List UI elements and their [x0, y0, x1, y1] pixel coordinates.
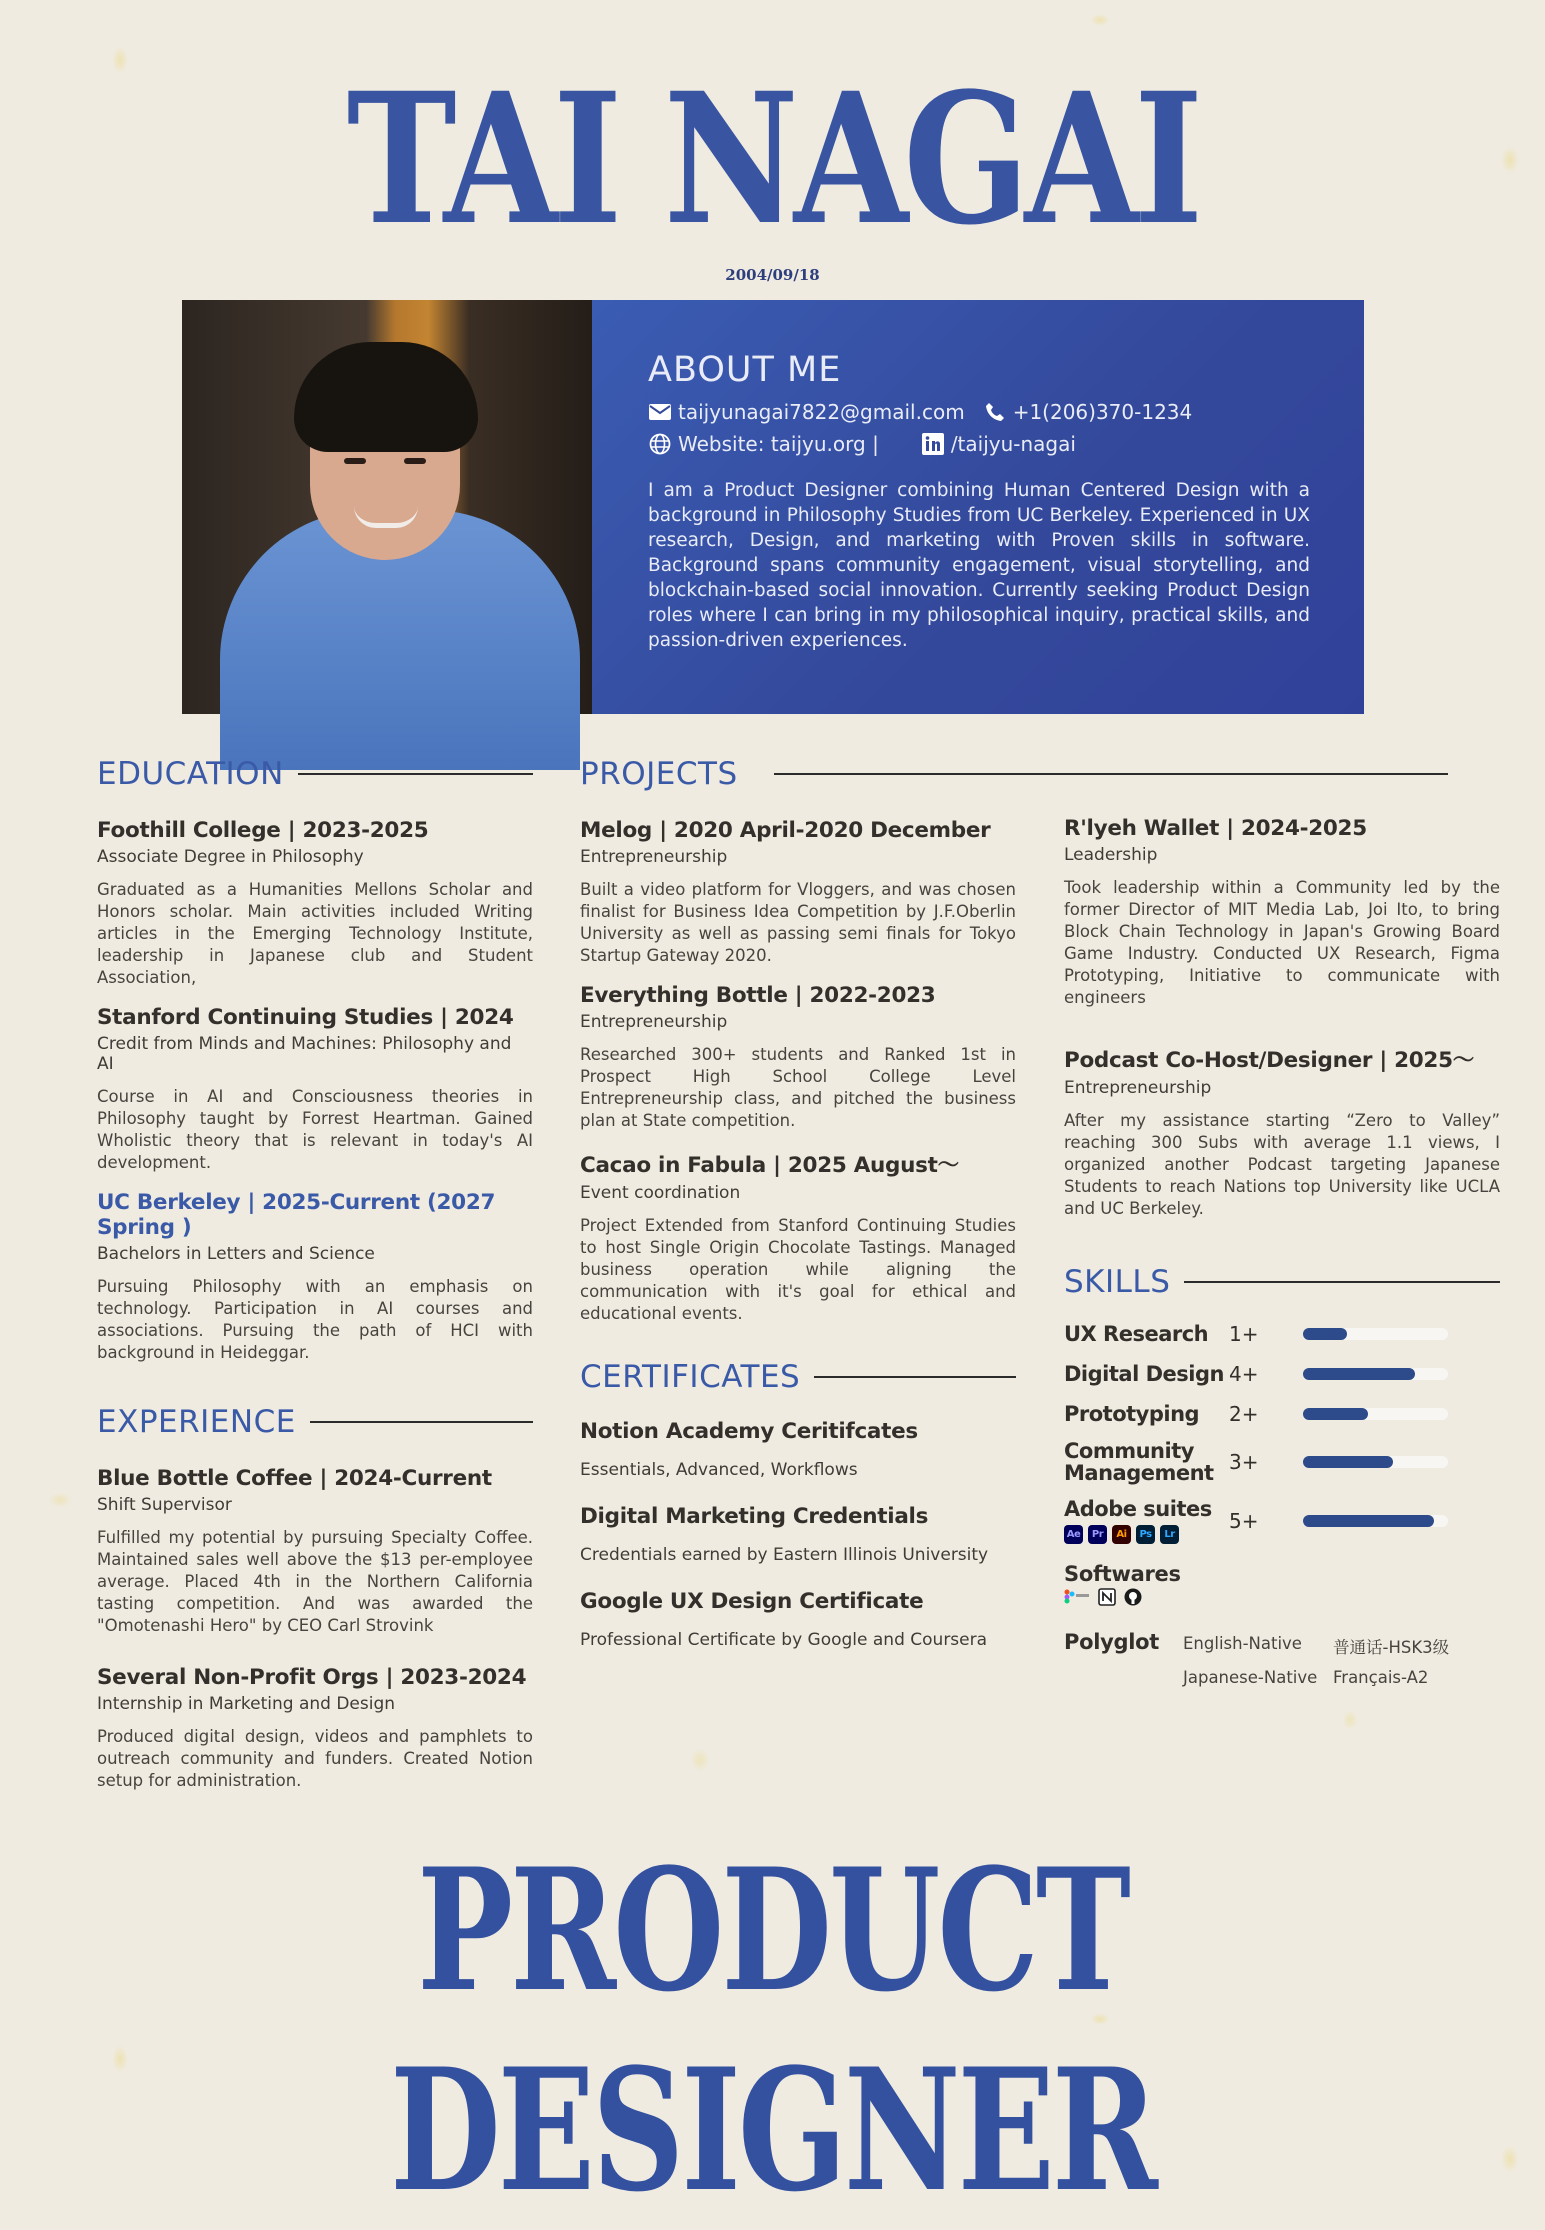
- experience-item: Blue Bottle Coffee | 2024-Current Shift Supervisor Fulfilled my potential by pursuing Specialty Coffee. Maintained sales well above the $13 per-employee average. Placed 4th in the Northern California tasting competition. And was awarded the "Omotenashi Hero" by CEO Carl Strovink: [97, 1466, 533, 1635]
- adobe-badges: [1064, 1525, 1229, 1544]
- polyglot-block: Polyglot English-Native 普通话-HSK3级 Japanese-Native Français-A2: [1064, 1630, 1500, 1687]
- figma-icon: [1064, 1588, 1090, 1610]
- skill-bar: [1303, 1368, 1448, 1380]
- certificate-item: Google UX Design Certificate Professional Certificate by Google and Coursera: [580, 1589, 988, 1650]
- globe-icon: [648, 432, 672, 456]
- project-item: Melog | 2020 April-2020 December Entrepreneurship Built a video platform for Vloggers, and was chosen finalist for Business Idea Competition by J.F.Oberlin University as well as passing semi finals for Tokyo Startup Gateway 2020.: [580, 818, 1016, 965]
- skill-bar: [1303, 1515, 1448, 1527]
- skill-row: Digital Design 4+: [1064, 1362, 1500, 1386]
- footer-title: PRODUCT DESIGNER: [390, 1831, 1155, 2229]
- middle-column: [580, 756, 1016, 1650]
- phone-icon: [983, 400, 1007, 424]
- projects-heading: PROJECTS: [580, 756, 1016, 792]
- about-me-heading: ABOUT ME: [648, 350, 842, 390]
- project-item: Cacao in Fabula | 2025 August〜 Event coordination Project Extended from Stanford Continuing Studies to host Single Origin Chocolate Tastings. Managed business operation while aligning the communication with it's goal for ethical and educational events.: [580, 1153, 1016, 1323]
- about-me-panel: [592, 300, 1364, 714]
- illustrator-icon: Ai: [1112, 1525, 1131, 1544]
- experience-item: Several Non-Profit Orgs | 2023-2024 Internship in Marketing and Design Produced digital design, videos and pamphlets to outreach community and funders. Created Notion setup for administration.: [97, 1665, 533, 1790]
- skill-row: Community Management 3+: [1064, 1440, 1500, 1484]
- website-link[interactable]: Website: taijyu.org |: [678, 432, 879, 456]
- notion-icon: [1098, 1588, 1116, 1610]
- certificate-item: Notion Academy Ceritifcates Essentials, Advanced, Workflows: [580, 1419, 918, 1480]
- language-french: Français-A2: [1333, 1668, 1429, 1687]
- phone-number[interactable]: +1(206)370-1234: [1012, 400, 1193, 424]
- skill-bar: [1303, 1408, 1448, 1420]
- project-item: R'lyeh Wallet | 2024-2025 Leadership Took leadership within a Community led by the former Director of MIT Media Lab, Joi Ito, to bring Block Chain Technology in Japan's Growing Board Game Industry. Conducted UX Research, Figma Prototyping, Initiative to communicate with engineers: [1064, 816, 1500, 1007]
- education-item: Foothill College | 2023-2025 Associate Degree in Philosophy Graduated as a Humanities Mellons Scholar and Honors scholar. Main activities included Writing articles in the Emerging Technology Institute, leadership in Japanese club and Student Association,: [97, 818, 533, 987]
- project-item: Podcast Co-Host/Designer | 2025〜 Entrepreneurship After my assistance starting “Zero to Valley” reaching 300 Subs with average 1.1 views, I organized another Podcast targeting Japanese Students to reach Nations top University like UCLA and UC Berkeley.: [1064, 1048, 1500, 1218]
- project-item: Everything Bottle | 2022-2023 Entrepreneurship Researched 300+ students and Ranked 1st in Prospect High School College Level Entrepreneurship class, and pitched the business plan at State competition.: [580, 983, 1016, 1130]
- softwares-block: Softwares: [1064, 1562, 1500, 1610]
- linkedin-icon: [921, 432, 945, 456]
- certificate-item: Digital Marketing Credentials Credentials earned by Eastern Illinois University: [580, 1504, 989, 1565]
- premiere-icon: Pr: [1088, 1525, 1107, 1544]
- birthdate: 2004/09/18: [725, 266, 820, 284]
- photoshop-icon: Ps: [1136, 1525, 1155, 1544]
- right-column: [1064, 756, 1500, 1687]
- skills-heading: SKILLS: [1064, 1264, 1500, 1300]
- left-column: [97, 756, 533, 1792]
- skill-row: Prototyping 2+: [1064, 1402, 1500, 1426]
- education-heading: EDUCATION: [97, 756, 533, 792]
- after-effects-icon: Ae: [1064, 1525, 1083, 1544]
- linkedin-link[interactable]: /taijyu-nagai: [950, 432, 1076, 456]
- experience-heading: EXPERIENCE: [97, 1404, 533, 1440]
- github-icon: [1124, 1588, 1142, 1610]
- education-item: UC Berkeley | 2025-Current (2027 Spring ) Bachelors in Letters and Science Pursuing Philosophy with an emphasis on technology. Participation in AI courses and associations. Pursuing the path of HCI with background in Heideggar.: [97, 1190, 533, 1362]
- profile-photo: [182, 300, 592, 714]
- skill-row: UX Research 1+: [1064, 1322, 1500, 1346]
- skill-row: Adobe suites Ae Pr Ai Ps Lr 5+: [1064, 1498, 1500, 1544]
- language-mandarin: 普通话-HSK3级: [1333, 1638, 1450, 1657]
- mail-icon: [648, 400, 672, 424]
- skill-bar: [1303, 1328, 1448, 1340]
- language-japanese: Japanese-Native: [1183, 1668, 1318, 1687]
- language-english: English-Native: [1183, 1634, 1302, 1653]
- skill-bar: [1303, 1456, 1448, 1468]
- education-item: Stanford Continuing Studies | 2024 Credit from Minds and Machines: Philosophy and AI Course in AI and Consciousness theories in Philosophy taught by Forrest Heartman. Gained Wholistic theory that is relevant in today's AI development.: [97, 1005, 533, 1172]
- email-link[interactable]: taijyunagai7822@gmail.com: [678, 400, 965, 424]
- about-bio: I am a Product Designer combining Human Centered Design with a background in Philosophy Studies from UC Berkeley. Experienced in UX research, Design, and marketing with Proven skills in software. Background spans community engagement, visual storytelling, and blockchain-based social innovation. Currently seeking Product Design roles where I can bring in my philosophical inquiry, practical skills, and passion-driven experiences.: [648, 480, 1310, 651]
- resume-name: TAI NAGAI: [346, 54, 1199, 265]
- lightroom-icon: Lr: [1160, 1525, 1179, 1544]
- certificates-heading: CERTIFICATES: [580, 1359, 1016, 1395]
